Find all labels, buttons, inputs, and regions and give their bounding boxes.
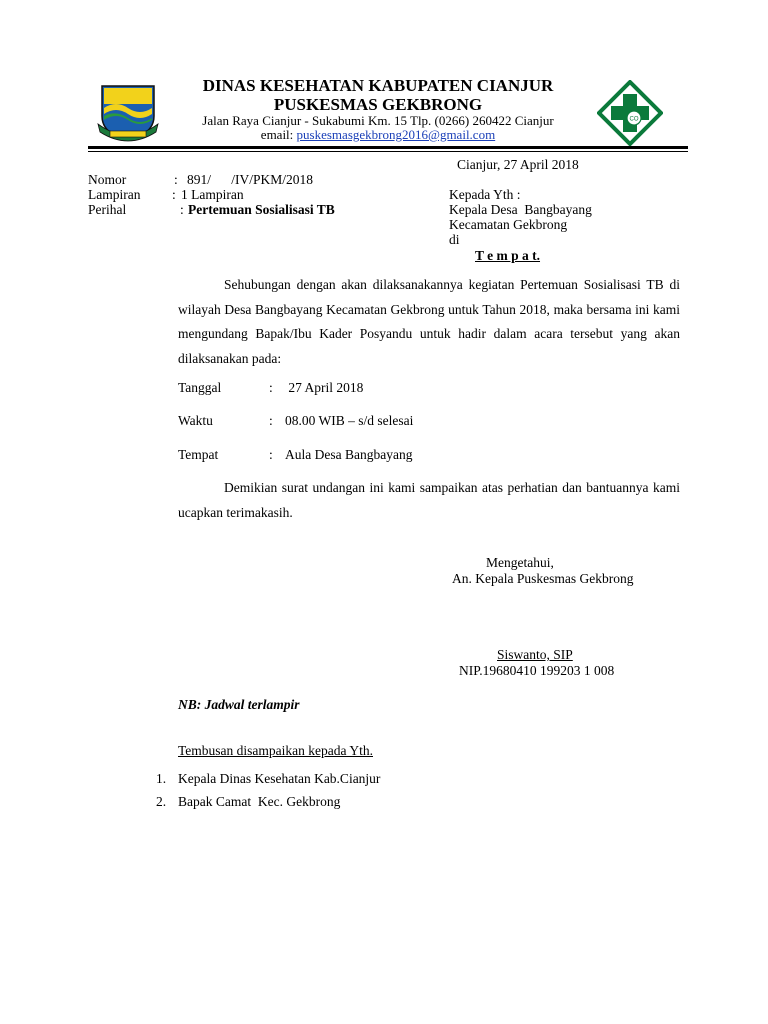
detail-value: 27 April 2018	[285, 380, 364, 395]
meta-label: Nomor	[88, 172, 127, 187]
cc-title: Tembusan disampaikan kepada Yth.	[178, 743, 373, 758]
agency-name: DINAS KESEHATAN KABUPATEN CIANJUR	[202, 76, 554, 95]
meta-label: Lampiran	[88, 187, 141, 202]
office-email-line	[158, 127, 598, 143]
signatory-nip: NIP.19680410 199203 1 008	[459, 663, 615, 678]
email-label: email:	[260, 127, 297, 142]
letterhead-rule-thick	[88, 146, 688, 149]
meta-colon: :	[172, 187, 176, 202]
svg-text:CO: CO	[629, 116, 639, 123]
meta-colon: :	[180, 202, 184, 217]
recipient-greeting: Kepada Yth :	[449, 187, 521, 202]
puskesmas-logo	[597, 80, 663, 146]
attachment-note: NB: Jadwal terlampir	[178, 697, 300, 712]
list-item-number: 1.	[156, 771, 167, 786]
meta-value: 1 Lampiran	[181, 187, 244, 202]
recipient-district: Kecamatan Gekbrong	[449, 217, 568, 232]
signatory-name: Siswanto, SIP	[497, 647, 573, 662]
list-item-text: Kepala Dinas Kesehatan Kab.Cianjur	[178, 771, 381, 786]
detail-row-waktu	[178, 413, 478, 429]
office-address: Jalan Raya Cianjur - Sukabumi Km. 15 Tlp. (0266) 260422 Cianjur	[202, 113, 554, 128]
place-date: Cianjur, 27 April 2018	[457, 157, 579, 172]
meta-row-nomor	[88, 172, 388, 188]
detail-colon: :	[269, 413, 273, 428]
list-item	[156, 794, 456, 810]
body-paragraph-text: Sehubungan dengan akan dilaksanakannya kegiatan Pertemuan Sosialisasi TB di wilayah Desa Bangbayang Kecamatan Gekbrong untuk Tahun 2018, maka bersama ini kami mengundang Bapak/Ibu Kader Posyandu untuk hadir dalam acara tersebut yang akan dilaksanakan pada:	[178, 277, 680, 366]
meta-colon: :	[174, 172, 178, 187]
office-name: PUSKESMAS GEKBRONG	[273, 95, 483, 114]
closing-paragraph	[178, 476, 680, 525]
detail-colon: :	[269, 380, 273, 395]
meta-value: Pertemuan Sosialisasi TB	[188, 202, 335, 217]
meta-row-perihal	[88, 202, 388, 218]
meta-row-lampiran	[88, 187, 388, 203]
list-item-number: 2.	[156, 794, 167, 809]
detail-label: Tempat	[178, 447, 219, 462]
detail-row-tanggal	[178, 380, 478, 396]
body-paragraph	[178, 273, 680, 371]
meta-label: Perihal	[88, 202, 127, 217]
detail-colon: :	[269, 447, 273, 462]
detail-value: Aula Desa Bangbayang	[285, 447, 413, 462]
detail-label: Waktu	[178, 413, 213, 428]
recipient-title: Kepala Desa Bangbayang	[449, 202, 592, 217]
closing-paragraph-text: Demikian surat undangan ini kami sampaikan atas perhatian dan bantuannya kami ucapkan terimakasih.	[178, 480, 680, 520]
regency-crest-logo	[96, 80, 160, 144]
detail-label: Tanggal	[178, 380, 222, 395]
meta-value: 891/ /IV/PKM/2018	[187, 172, 314, 187]
detail-value: 08.00 WIB – s/d selesai	[285, 413, 414, 428]
list-item-text: Bapak Camat Kec. Gekbrong	[178, 794, 341, 809]
list-item	[156, 771, 456, 787]
detail-row-tempat	[178, 447, 478, 463]
letterhead-rule-thin	[88, 151, 688, 152]
recipient-place: T e m p a t.	[475, 248, 541, 263]
email-link[interactable]: puskesmasgekbrong2016@gmail.com	[296, 127, 496, 142]
recipient-at: di	[449, 232, 460, 247]
on-behalf-line: An. Kepala Puskesmas Gekbrong	[452, 571, 634, 586]
acknowledged-label: Mengetahui,	[486, 555, 554, 570]
